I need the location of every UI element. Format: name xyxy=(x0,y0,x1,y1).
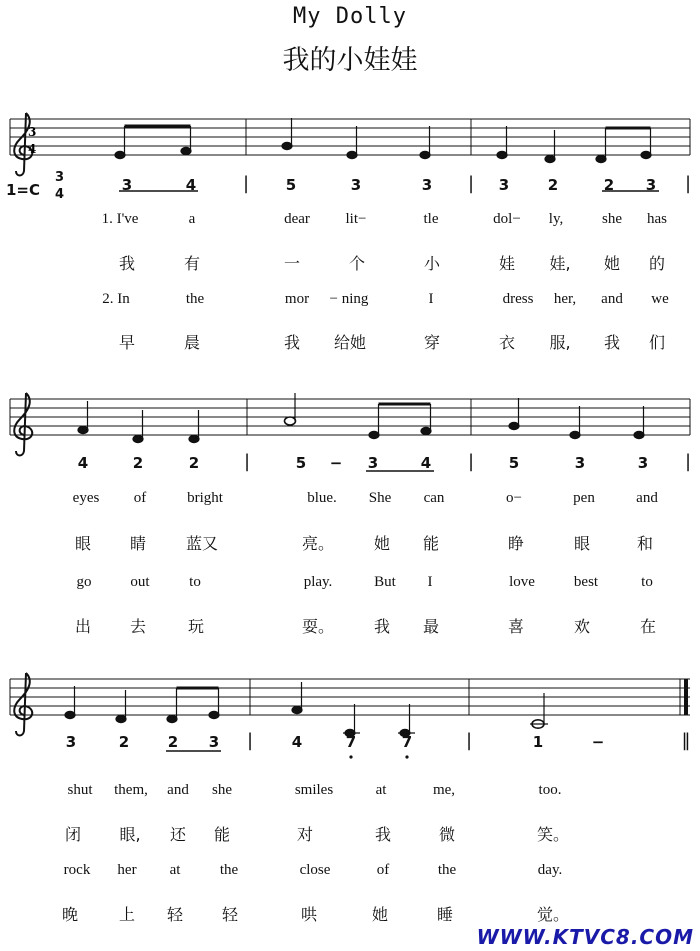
lyric-chinese: 我 xyxy=(373,617,391,636)
lyric-chinese: 们 xyxy=(648,333,666,352)
lyric-english: play. xyxy=(303,574,333,590)
lyric-chinese: 眼 xyxy=(74,534,92,553)
jianpu-note: 2 xyxy=(167,733,179,751)
jianpu-note: 3 xyxy=(208,733,220,751)
jianpu-note: − xyxy=(329,454,343,472)
lyric-english: day. xyxy=(537,862,563,878)
time-signature-top: 3 xyxy=(55,170,65,185)
lyric-english: and xyxy=(601,291,623,307)
jianpu-note: | xyxy=(467,451,475,472)
jianpu-note: 2 xyxy=(603,176,615,194)
lyric-chinese: 喜 xyxy=(507,617,525,636)
lyric-english: and xyxy=(636,490,658,506)
lyric-english: she xyxy=(212,782,232,798)
lyric-chinese: 她 xyxy=(603,254,621,273)
jianpu-note: | xyxy=(684,173,692,194)
jianpu-note: | xyxy=(465,730,473,751)
jianpu-octave-dots xyxy=(349,755,408,758)
lyric-english: lit− xyxy=(345,211,367,227)
lyric-english: at xyxy=(169,862,181,878)
jianpu-note: 1 xyxy=(532,733,544,751)
lyric-english: bright xyxy=(187,490,223,506)
jianpu-note: 2 xyxy=(188,454,200,472)
lyric-english: 1. I've xyxy=(101,211,139,227)
lyric-chinese: 给她 xyxy=(333,333,367,352)
jianpu-note: | xyxy=(467,173,475,194)
lyric-english: mor xyxy=(284,291,310,307)
lyric-english: go xyxy=(76,574,92,590)
jianpu-note: 7 xyxy=(345,733,357,751)
lyric-english: of xyxy=(376,862,390,878)
lyric-english: o− xyxy=(506,490,522,506)
lyric-chinese: 微 xyxy=(438,825,456,844)
lyric-english: dear xyxy=(284,211,310,227)
lyric-chinese: 眼 xyxy=(573,534,591,553)
lyric-english: and xyxy=(167,782,189,798)
lyric-english: the xyxy=(437,862,457,878)
lyric-english: ly, xyxy=(548,211,564,227)
lyric-english: dress xyxy=(502,291,534,307)
svg-text:4: 4 xyxy=(28,142,37,156)
lyric-english: rock xyxy=(63,862,91,878)
lyric-chinese: 早 xyxy=(118,333,136,352)
lyric-english: out xyxy=(130,574,150,590)
lyric-chinese: 我 xyxy=(603,333,621,352)
lyric-chinese: 晚 xyxy=(61,905,79,924)
lyric-english: smiles xyxy=(294,782,334,798)
lyric-chinese: 笑。 xyxy=(536,825,570,844)
lyric-chinese: 衣 xyxy=(498,333,516,352)
lyric-english: blue. xyxy=(307,490,337,506)
lyric-english: But xyxy=(374,574,396,590)
staff-system-2 xyxy=(10,399,690,435)
jianpu-note: 3 xyxy=(421,176,433,194)
key-label: 1=C xyxy=(6,181,41,199)
lyric-chinese: 她 xyxy=(373,534,391,553)
lyric-chinese: 睛 xyxy=(129,534,147,553)
lyric-english: a xyxy=(188,211,196,227)
lyric-chinese: 服, xyxy=(549,333,571,352)
lyric-chinese: 最 xyxy=(422,617,440,636)
lyric-chinese: 闭 xyxy=(64,825,82,844)
jianpu-note: 3 xyxy=(498,176,510,194)
lyric-chinese: 的 xyxy=(648,254,666,273)
lyric-chinese: 觉。 xyxy=(536,905,570,924)
lyric-chinese: 哄 xyxy=(300,905,318,924)
lyric-english: dol− xyxy=(493,211,521,227)
lyric-chinese: 晨 xyxy=(183,333,201,352)
lyric-chinese: 去 xyxy=(129,617,147,636)
staff-system-1 xyxy=(10,119,690,155)
notes-system-3 xyxy=(65,682,548,737)
lyric-english: she xyxy=(602,211,622,227)
title-english: My Dolly xyxy=(293,4,407,29)
jianpu-note: 3 xyxy=(645,176,657,194)
jianpu-note: 5 xyxy=(295,454,307,472)
lyric-english: them, xyxy=(114,782,148,798)
notes-system-1 xyxy=(115,118,651,163)
jianpu-note: | xyxy=(684,451,692,472)
lyric-chinese: 欢 xyxy=(573,617,591,636)
treble-clef-icon xyxy=(14,393,32,456)
lyric-chinese: 她 xyxy=(371,905,389,924)
lyric-chinese: 睁 xyxy=(507,534,525,553)
treble-clef-icon xyxy=(14,673,32,736)
lyric-chinese: 在 xyxy=(639,617,657,636)
lyric-chinese: 能 xyxy=(422,534,440,553)
jianpu-note: 3 xyxy=(637,454,649,472)
time-signature-bottom: 4 xyxy=(55,187,65,202)
title-chinese: 我的小娃娃 xyxy=(282,45,418,76)
lyric-english: has xyxy=(647,211,667,227)
jianpu-note: 2 xyxy=(118,733,130,751)
lyric-chinese: 玩 xyxy=(187,617,205,636)
lyric-chinese: 睡 xyxy=(436,905,454,924)
lyric-english: I xyxy=(428,291,434,307)
jianpu-note: − xyxy=(591,733,605,751)
lyric-english: to xyxy=(189,574,201,590)
jianpu-note: 7 xyxy=(401,733,413,751)
lyric-english: the xyxy=(219,862,239,878)
lyric-chinese: 有 xyxy=(183,254,201,273)
lyric-english: shut xyxy=(67,782,93,798)
jianpu-note: ‖ xyxy=(681,730,691,751)
lyric-english: I xyxy=(427,574,433,590)
lyric-chinese: 能 xyxy=(213,825,231,844)
lyric-chinese: 上 xyxy=(118,905,136,924)
lyric-english: 2. In xyxy=(102,291,130,307)
lyric-chinese: 我 xyxy=(283,333,301,352)
lyric-chinese: 我 xyxy=(118,254,136,273)
jianpu-note: | xyxy=(242,173,250,194)
lyric-english: love xyxy=(509,574,535,590)
watermark: WWW.KTVC8.COM xyxy=(476,925,694,949)
lyric-english: to xyxy=(641,574,653,590)
jianpu-note: 3 xyxy=(65,733,77,751)
lyric-chinese: 对 xyxy=(296,825,314,844)
jianpu-note: 4 xyxy=(420,454,432,472)
lyric-chinese: 出 xyxy=(74,617,92,636)
jianpu-note: 2 xyxy=(132,454,144,472)
jianpu-note: 3 xyxy=(367,454,379,472)
jianpu-note: 3 xyxy=(121,176,133,194)
lyric-chinese: 娃, xyxy=(549,254,571,273)
jianpu-note: 4 xyxy=(291,733,303,751)
lyric-chinese: 个 xyxy=(348,254,366,273)
lyric-chinese: 穿 xyxy=(423,333,441,352)
lyric-english: pen xyxy=(573,490,595,506)
lyric-chinese: 一 xyxy=(283,254,301,273)
lyric-english: of xyxy=(133,490,147,506)
staff-system-3 xyxy=(10,679,690,715)
svg-text:3: 3 xyxy=(28,125,37,139)
lyric-chinese: 娃 xyxy=(498,254,516,273)
lyric-english: the xyxy=(185,291,205,307)
jianpu-note: 3 xyxy=(574,454,586,472)
lyric-english: close xyxy=(299,862,331,878)
lyric-english: can xyxy=(423,490,445,506)
lyric-chinese: 亮。 xyxy=(301,534,335,553)
jianpu-note: 2 xyxy=(547,176,559,194)
lyric-english: tle xyxy=(423,211,439,227)
lyric-chinese: 眼, xyxy=(119,825,141,844)
jianpu-note: 5 xyxy=(285,176,297,194)
jianpu-note: 3 xyxy=(350,176,362,194)
lyric-english: too. xyxy=(538,782,562,798)
jianpu-note: | xyxy=(246,730,254,751)
jianpu-note: 4 xyxy=(185,176,197,194)
jianpu-note: 4 xyxy=(77,454,89,472)
lyric-chinese: 小 xyxy=(423,254,441,273)
jianpu-note: | xyxy=(243,451,251,472)
lyric-chinese: 还 xyxy=(169,825,187,844)
lyric-chinese: 和 xyxy=(636,534,654,553)
lyric-english: her xyxy=(117,862,137,878)
lyric-english: at xyxy=(375,782,387,798)
lyric-english: She xyxy=(368,490,392,506)
lyric-english: − ning xyxy=(329,291,369,307)
lyric-english: me, xyxy=(432,782,456,798)
lyric-chinese: 蓝又 xyxy=(185,534,219,553)
lyric-english: best xyxy=(573,574,599,590)
lyric-english: her, xyxy=(553,291,577,307)
lyric-chinese: 我 xyxy=(374,825,392,844)
lyric-chinese: 耍。 xyxy=(301,617,335,636)
lyric-chinese: 轻 xyxy=(221,905,239,924)
lyric-chinese: 轻 xyxy=(166,905,184,924)
jianpu-note: 5 xyxy=(508,454,520,472)
lyric-english: eyes xyxy=(72,490,100,506)
lyric-english: we xyxy=(651,291,669,307)
